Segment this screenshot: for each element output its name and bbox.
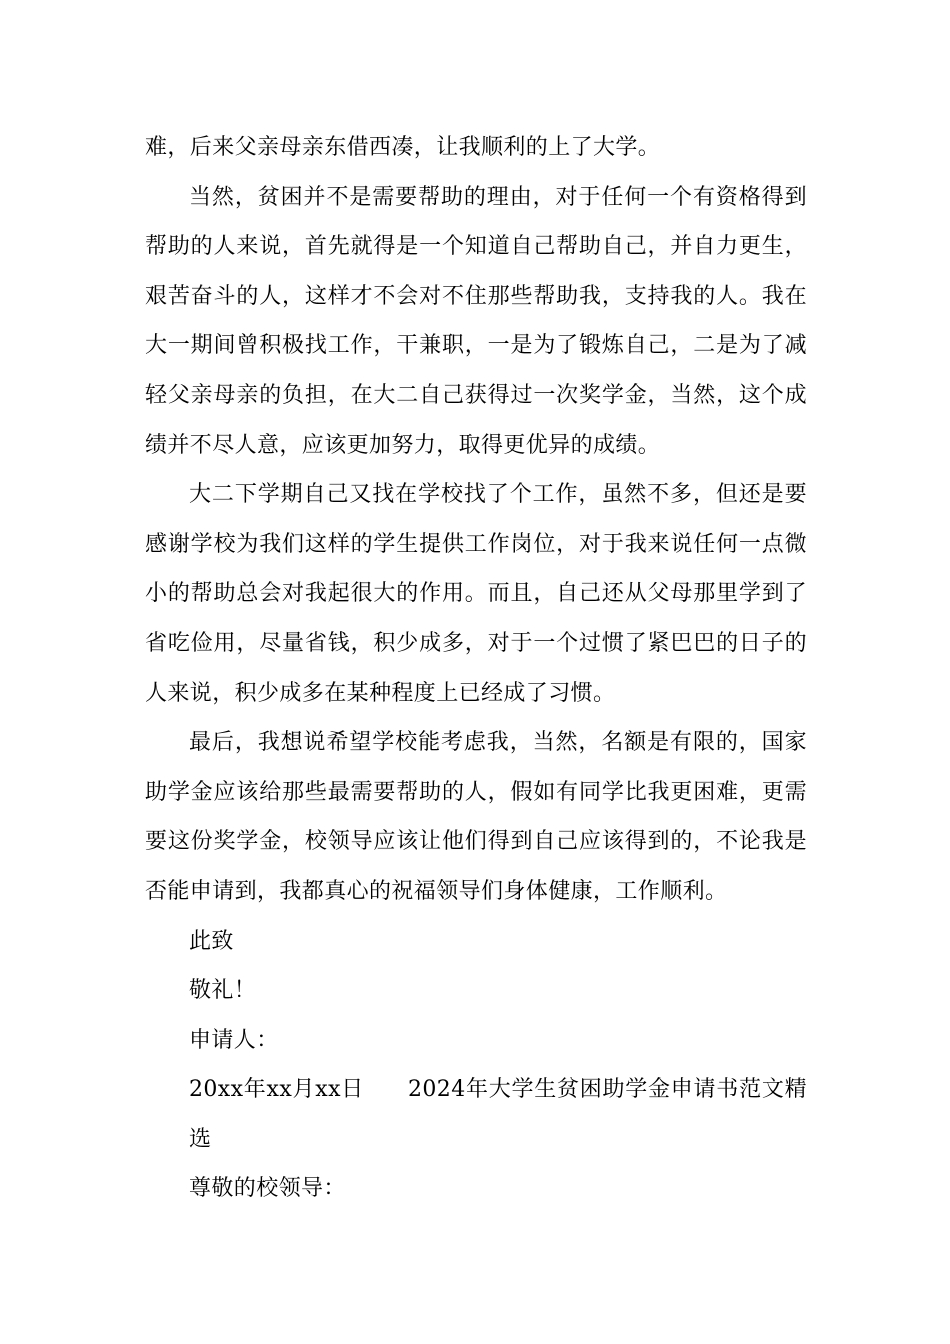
document-body [145,123,807,1214]
paragraph-work: 大二下学期自己又找在学校找了个工作，虽然不多，但还是要感谢学校为我们这样的学生提供工作岗位，对于我来说任何一点微小的帮助总会对我起很大的作用。而且，自己还从父母那里学到了省吃俭用，尽量省钱，积少成多，对于一个过惯了紧巴巴的日子的人来说，积少成多在某种程度上已经成了习惯。 [145,482,807,706]
closing-line-2: 敬礼！ [189,978,257,1004]
paragraph-final: 最后，我想说希望学校能考虑我，当然，名额是有限的，国家助学金应该给那些最需要帮助的人，假如有同学比我更困难，更需要这份奖学金，校领导应该让他们得到自己应该得到的，不论我是否能申请到，我都真心的祝福领导们身体健康，工作顺利。 [145,730,807,904]
paragraph-reason: 当然，贫困并不是需要帮助的理由，对于任何一个有资格得到帮助的人来说，首先就得是一个知道自己帮助自己，并自力更生，艰苦奋斗的人，这样才不会对不住那些帮助我，支持我的人。我在大一期间曾积极找工作，干兼职，一是为了锻炼自己，二是为了减轻父亲母亲的负担，在大二自己获得过一次奖学金，当然，这个成绩并不尽人意，应该更加努力，取得更优异的成绩。 [145,184,807,458]
salutation: 尊敬的校领导： [189,1176,346,1202]
closing-line-1: 此致 [189,928,234,954]
date-text: 20xx年xx月xx日 [189,1077,364,1103]
next-document-title: 2024年大学生贫困助学金申请书范文精选 [189,1077,807,1152]
date-and-next-title [145,1065,807,1164]
paragraph-continuation: 难，后来父亲母亲东借西凑，让我顺利的上了大学。 [145,135,661,160]
applicant-label: 申请人： [189,1027,279,1053]
